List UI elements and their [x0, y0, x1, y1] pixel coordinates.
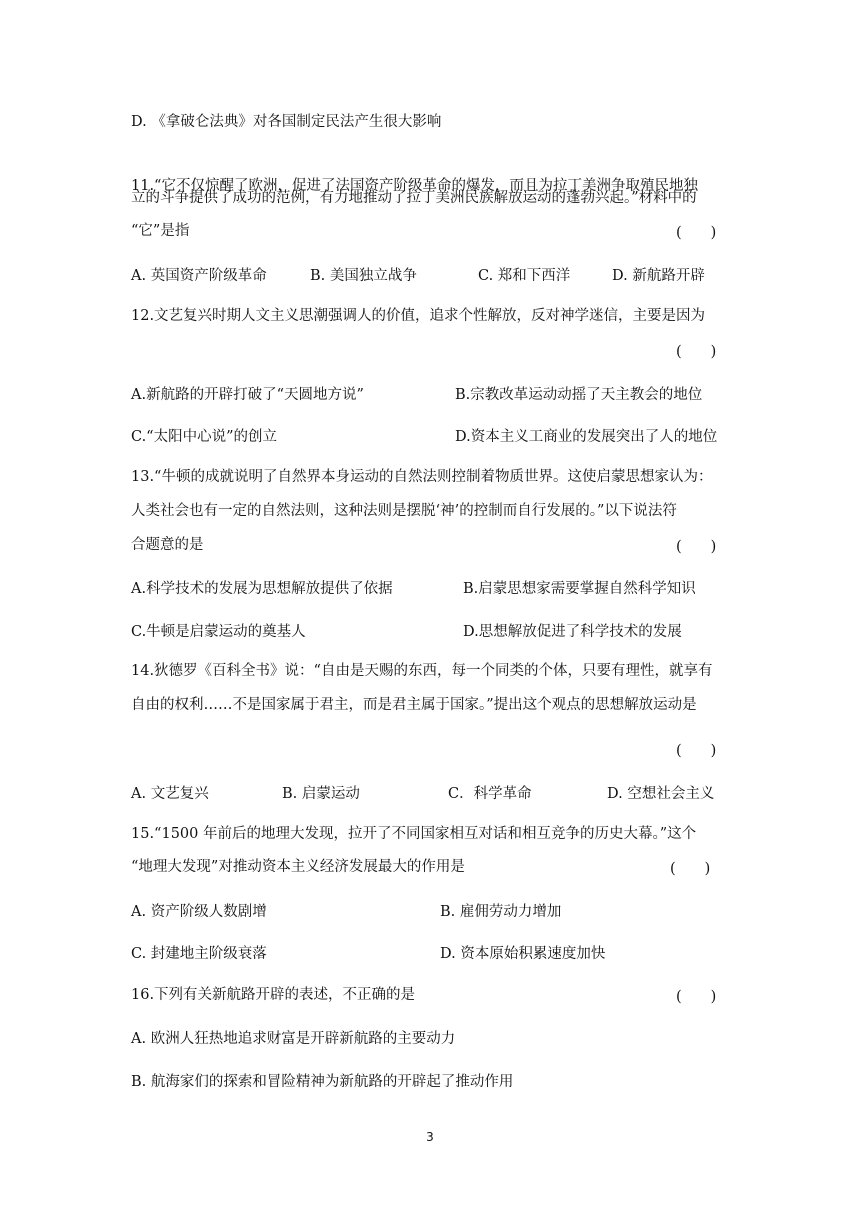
q14-stem-line-2: 自由的权利……不是国家属于君主，而是君主属于国家。”提出这个观点的思想解放运动是	[131, 697, 697, 713]
page-number: 3	[426, 1130, 434, 1144]
q12-option-a: A.新航路的开辟打破了“天圆地方说”	[131, 387, 364, 403]
q14-option-d: D. 空想社会主义	[607, 786, 715, 802]
q12-option-d: D.资本主义工商业的发展突出了人的地位	[455, 429, 718, 445]
q11-option-b: B. 美国独立战争	[310, 268, 417, 284]
q13-answer-paren: ( )	[676, 539, 717, 555]
q15-stem-line-2: “地理大发现”对推动资本主义经济发展最大的作用是	[131, 859, 465, 875]
q13-stem-line-3: 合题意的是	[131, 537, 204, 553]
q11-option-d: D. 新航路开辟	[612, 268, 705, 284]
q12-stem-line-1: 12.文艺复兴时期人文主义思潮强调人的价值，追求个性解放，反对神学迷信，主要是因为	[131, 308, 706, 324]
q12-option-c: C.“太阳中心说”的创立	[131, 429, 278, 445]
q15-option-c: C. 封建地主阶级衰落	[131, 946, 267, 962]
q16-answer-paren: ( )	[676, 989, 717, 1005]
q16-stem-line-1: 16.下列有关新航路开辟的表述，不正确的是	[131, 987, 416, 1003]
q11-stem-line-1: 11.“它不仅惊醒了欧洲，促进了法国资产阶级革命的爆发，而且为拉丁美洲争取殖民地独	[131, 178, 698, 194]
q14-option-b: B. 启蒙运动	[282, 786, 360, 802]
q14-answer-paren: ( )	[676, 743, 717, 759]
q15-stem-line-1: 15.“1500 年前后的地理大发现，拉开了不同国家相互对话和相互竞争的历史大幕。”这个	[131, 826, 697, 842]
q15-answer-paren: ( )	[670, 861, 711, 877]
q13-stem-line-2: 人类社会也有一定的自然法则，这种法则是摆脱‘神’的控制而自行发展的。”以下说法符	[131, 503, 677, 519]
q14-stem-line-1: 14.狄德罗《百科全书》说：“自由是天赐的东西，每一个同类的个体，只要有理性，就享有	[131, 663, 713, 679]
q13-option-a: A.科学技术的发展为思想解放提供了依据	[131, 581, 393, 597]
q11-answer-paren: ( )	[676, 225, 717, 241]
q15-option-b: B. 雇佣劳动力增加	[440, 904, 562, 920]
q15-option-d: D. 资本原始积累速度加快	[440, 946, 606, 962]
q10-option-d: D. 《拿破仑法典》对各国制定民法产生很大影响	[131, 114, 442, 130]
q13-option-b: B.启蒙思想家需要掌握自然科学知识	[463, 581, 696, 597]
q13-stem-line-1: 13.“牛顿的成就说明了自然界本身运动的自然法则控制着物质世界。这使启蒙思想家认为：	[131, 469, 713, 485]
q11-stem-line-2: 立的斗争提供了成功的范例，有力地推动了拉丁美洲民族解放运动的蓬勃兴起。”材料中的	[131, 190, 697, 206]
q13-option-d: D.思想解放促进了科学技术的发展	[463, 624, 682, 640]
q16-option-b: B. 航海家们的探索和冒险精神为新航路的开辟起了推动作用	[131, 1074, 514, 1090]
q15-option-a: A. 资产阶级人数剧增	[131, 904, 267, 920]
q11-option-c: C. 郑和下西洋	[478, 268, 571, 284]
q11-option-a: A. 英国资产阶级革命	[131, 268, 267, 284]
q12-answer-paren: ( )	[676, 344, 717, 360]
q11-stem-line-3: “它”是指	[131, 223, 190, 239]
q14-option-a: A. 文艺复兴	[131, 786, 209, 802]
q14-option-c: C．科学革命	[448, 786, 532, 802]
q16-option-a: A. 欧洲人狂热地追求财富是开辟新航路的主要动力	[131, 1031, 456, 1047]
q13-option-c: C.牛顿是启蒙运动的奠基人	[131, 624, 306, 640]
q12-option-b: B.宗教改革运动动摇了天主教会的地位	[455, 387, 703, 403]
